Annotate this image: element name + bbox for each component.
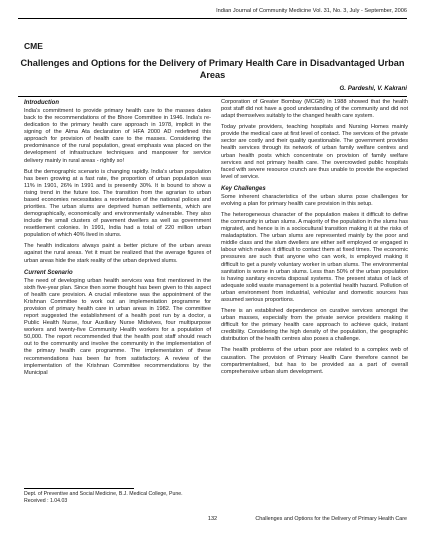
article-title: Challenges and Options for the Delivery of Primary Health Care in Disadvantaged Urban Areas <box>20 58 405 80</box>
footnote <box>24 491 183 504</box>
paragraph: Today private providers, teaching hospitals and Nursing Homes mainly provide the medical care at first level of contact. The services of the private sector are costly and their quality questionable. The government provides health services through its network of urban family welfare centres and urban health posts which concentrate on provision of family welfare services and not primary health care. The overcrowded public hospitals faced with severe resource crunch are thus unable to provide the expected level of service. <box>221 124 408 180</box>
paragraph: Corporation of Greater Bombay (MCGB) in 1988 showed that the health post staff did not have a good understanding of the community and did not adapt themselves suitably to the changed health care system. <box>221 99 408 120</box>
right-column <box>221 99 408 380</box>
running-foot: Challenges and Options for the Delivery of Primary Health Care <box>255 516 407 522</box>
paragraph: The need of developing urban health services was first mentioned in the sixth five-year plan. Since then some thought has been given to this aspect of health care provision. A crucial milestone was the appointment of the Krishnan Committee to work out an implementation programme for provision of primary health care in urban areas in 1982. The committee report suggested the establishment of a health post run by a doctor, a Public Health Nurse, four Auxiliary Nurse Midwives, four multipurpose workers and twenty-five Community Health workers for a population of 50,000. The report recommended that the health post staff should reach out to the community and involve the community in the implementation of the primary health care programme. The implementation of these recommendations has been far from satisfactory. A review of the implementation of the Krishnan Committee recommendations by the Municipal <box>24 277 211 376</box>
paragraph: The health problems of the urban poor are related to a complex web of causation. The provision of Primary Health Care therefore cannot be compartmentalised, but has to be provided as a part of overall comprehensive urban slum development. <box>221 347 408 375</box>
section-heading-introduction: Introduction <box>24 100 59 106</box>
footnote-received: Received : 1.04.03 <box>24 497 68 504</box>
section-heading-current-scenario: Current Scenario <box>24 269 73 276</box>
paragraph: Some inherent characteristics of the urban slums pose challenges for evolving a plan for primary health care provision in this setup. <box>221 193 408 207</box>
paragraph: India's commitment to provide primary health care to the masses dates back to the recommendations of the Bhore Committee in 1946. India's re-dedication to the primary health care approach in 1978, implicit in the signing of the Alma Ata declaration of HFA 2000 AD redefined this approach for provision of health care to the masses. Considering the predominance of the rural population, great emphasis was placed on the development of infrastructure techniques and manpower for service delivery mainly in rural areas - rightly so! <box>24 108 211 164</box>
section-tag: CME <box>24 41 43 51</box>
page-number: 132 <box>207 516 218 522</box>
left-column <box>24 99 211 381</box>
article-authors: G. Pardeshi, V. Kakrani <box>339 85 407 92</box>
header-rule <box>18 18 407 19</box>
paragraph: The health indicators always paint a better picture of the urban areas against the rural areas. Yet it must be realized that the average figures of urban areas hide the stark reality of the urban deprived slums. <box>24 243 211 264</box>
footnote-affiliation: Dept. of Preventive and Social Medicine, B.J. Medical College, Pune. <box>24 491 183 497</box>
running-head: Indian Journal of Community Medicine Vol. 31, No. 3, July - September, 2006 <box>216 8 407 14</box>
section-heading-key-challenges: Key Challenges <box>221 185 266 192</box>
paragraph: There is an established dependence on curative services amongst the urban masses, especially from the private service providers making it difficult for the primary health care approach to achieve quick, instant credibility. Considering the high density of the population, the geographic distribution of the health centres also poses a challenge. <box>221 308 408 343</box>
paragraph: But the demographic scenario is changing rapidly. India's urban population has been growing at a fast rate, the proportion of urban population was 11% in 1901, 26% in 1991 and is presently 30%. It is bound to show a rising trend in the future too. The transition from the agrarian to urban based economies necessitates a reorientation of the national polices and priorities. The urban slums are deprived human settlements, which are demographically, economically and environmentally vulnerable. They also include the small clusters of pavement dwellers as well as government resettlement colonies. In 1991, India had a total of 220 million urban population of which 40% lived in slums. <box>24 168 211 239</box>
title-rule <box>18 96 407 97</box>
footnote-rule <box>24 488 134 489</box>
paragraph: The heterogeneous character of the population makes it difficult to define the community in urban slums. A majority of the population in the slums has migrated, and hence is in a sociocultural transition making it at the risks of maladaptation. The urban slums are represented mainly by the poor and middle class and the slum dwellers are either self employed or engaged in labour which makes it difficult to contact them at fixed times. The economic pressures are such that anyone who can work, is employed making it difficult to get a purely voluntary worker in urban slums. The environmental sanitation is worse in urban slums. Less than 50% of the urban population is having sanitary excreta disposal systems. The present status of lack of adequate solid waste management is a potential health hazard. Pollution of urban environment from industrial, vehicular and domestic sources has assumed serious proportions. <box>221 212 408 303</box>
